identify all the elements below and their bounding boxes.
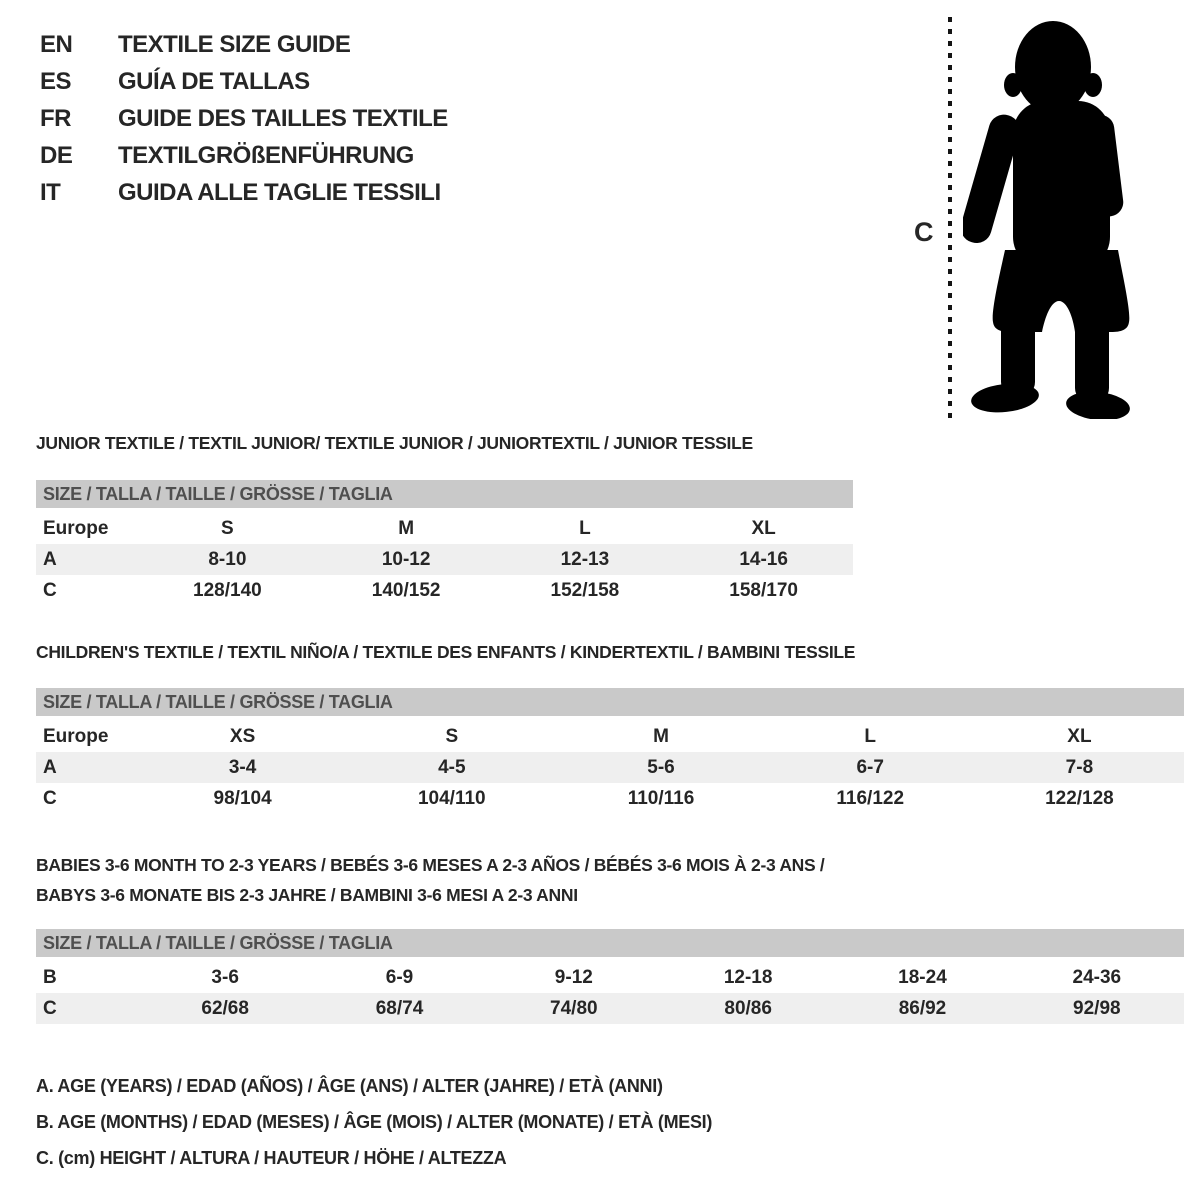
- language-title: GUIDA ALLE TAGLIE TESSILI: [118, 179, 441, 206]
- table-row: [36, 783, 1184, 814]
- language-title: GUÍA DE TALLAS: [118, 68, 310, 95]
- babies-section-title: [36, 850, 825, 910]
- table-row: [36, 544, 853, 575]
- babies-title-line1: BABIES 3-6 MONTH TO 2-3 YEARS / BEBÉS 3-6 MESES A 2-3 AÑOS / BÉBÉS 3-6 MOIS À 2-3 ANS /: [36, 855, 825, 875]
- height-cell: 122/128: [1045, 788, 1114, 809]
- size-cell: XS: [229, 726, 256, 747]
- size-cell: M: [398, 518, 415, 539]
- size-cell: XL: [751, 518, 776, 539]
- language-title: TEXTILGRÖßENFÜHRUNG: [118, 142, 414, 169]
- language-code: EN: [40, 31, 73, 58]
- age-cell: 6-9: [385, 967, 414, 988]
- row-label: A: [43, 549, 57, 570]
- height-cell: 62/68: [201, 998, 249, 1019]
- size-cell: L: [579, 518, 591, 539]
- language-row: [40, 63, 448, 100]
- figure-height-label: C: [914, 217, 934, 247]
- junior-size-table: [36, 480, 853, 606]
- row-label: C: [43, 998, 57, 1019]
- age-cell: 18-24: [898, 967, 947, 988]
- row-label: C: [43, 788, 57, 809]
- children-section-title: CHILDREN'S TEXTILE / TEXTIL NIÑO/A / TEXTILE DES ENFANTS / KINDERTEXTIL / BAMBINI TESSILE: [36, 642, 856, 662]
- row-label: B: [43, 967, 57, 988]
- table-row: [36, 993, 1184, 1024]
- height-cell: 86/92: [898, 998, 947, 1019]
- height-cell: 98/104: [213, 788, 272, 809]
- legend: [36, 1068, 712, 1176]
- height-cell: 128/140: [193, 580, 262, 601]
- height-figure: [900, 15, 1160, 430]
- height-cell: 104/110: [417, 788, 486, 809]
- language-row: [40, 174, 448, 211]
- row-label: A: [43, 757, 57, 778]
- age-cell: 12-18: [723, 967, 773, 988]
- height-cell: 74/80: [550, 998, 598, 1019]
- legend-line-c: C. (cm) HEIGHT / ALTURA / HAUTEUR / HÖHE / ALTEZZA: [36, 1148, 507, 1168]
- height-cell: 152/158: [550, 580, 620, 601]
- babies-title-line2: BABYS 3-6 MONATE BIS 2-3 JAHRE / BAMBINI 3-6 MESI A 2-3 ANNI: [36, 885, 578, 905]
- age-cell: 9-12: [554, 967, 593, 988]
- language-code: FR: [40, 105, 71, 132]
- age-cell: 3-4: [228, 757, 257, 778]
- age-cell: 14-16: [739, 549, 788, 570]
- table-header-band: SIZE / TALLA / TAILLE / GRÖSSE / TAGLIA: [36, 480, 853, 508]
- height-cell: 116/122: [836, 788, 905, 809]
- legend-line-b: B. AGE (MONTHS) / EDAD (MESES) / ÂGE (MOIS) / ALTER (MONATE) / ETÀ (MESI): [36, 1112, 713, 1132]
- language-code: DE: [40, 142, 73, 169]
- table-row: [36, 962, 1184, 993]
- size-cell: S: [445, 726, 459, 747]
- junior-section-title: JUNIOR TEXTILE / TEXTIL JUNIOR/ TEXTILE JUNIOR / JUNIORTEXTIL / JUNIOR TESSILE: [36, 433, 753, 453]
- language-code: ES: [40, 68, 72, 95]
- table-row: [36, 513, 853, 544]
- height-cell: 92/98: [1073, 998, 1121, 1019]
- height-cell: 158/170: [729, 580, 798, 601]
- children-size-table: [36, 688, 1184, 814]
- height-dashed-line: [946, 17, 954, 423]
- language-row: [40, 26, 448, 63]
- age-cell: 3-6: [211, 967, 239, 988]
- row-label: Europe: [43, 726, 109, 747]
- babies-size-table: [36, 929, 1184, 1024]
- language-title: TEXTILE SIZE GUIDE: [118, 31, 351, 58]
- language-row: [40, 100, 448, 137]
- language-row: [40, 137, 448, 174]
- table-row: [36, 575, 853, 606]
- height-cell: 110/116: [627, 788, 695, 809]
- toddler-silhouette-icon: [963, 17, 1138, 419]
- language-code: IT: [40, 179, 61, 206]
- age-cell: 12-13: [560, 549, 610, 570]
- age-cell: 7-8: [1065, 757, 1094, 778]
- size-cell: S: [221, 518, 234, 539]
- height-cell: 68/74: [375, 998, 424, 1019]
- table-row: [36, 721, 1184, 752]
- language-title: GUIDE DES TAILLES TEXTILE: [118, 105, 448, 132]
- age-cell: 4-5: [438, 757, 466, 778]
- age-cell: 8-10: [208, 549, 247, 570]
- height-cell: 140/152: [371, 580, 441, 601]
- height-cell: 80/86: [724, 998, 772, 1019]
- size-cell: M: [653, 726, 669, 747]
- row-label: C: [43, 580, 57, 601]
- age-cell: 5-6: [647, 757, 675, 778]
- language-list: [40, 26, 448, 211]
- row-label: Europe: [43, 518, 109, 539]
- age-cell: 24-36: [1072, 967, 1122, 988]
- size-cell: XL: [1067, 726, 1092, 747]
- legend-line-a: A. AGE (YEARS) / EDAD (AÑOS) / ÂGE (ANS) / ALTER (JAHRE) / ETÀ (ANNI): [36, 1076, 663, 1096]
- age-cell: 6-7: [856, 757, 884, 778]
- table-header-band: SIZE / TALLA / TAILLE / GRÖSSE / TAGLIA: [36, 929, 1184, 957]
- size-cell: L: [864, 726, 877, 747]
- table-row: [36, 752, 1184, 783]
- table-header-band: SIZE / TALLA / TAILLE / GRÖSSE / TAGLIA: [36, 688, 1184, 716]
- age-cell: 10-12: [381, 549, 431, 570]
